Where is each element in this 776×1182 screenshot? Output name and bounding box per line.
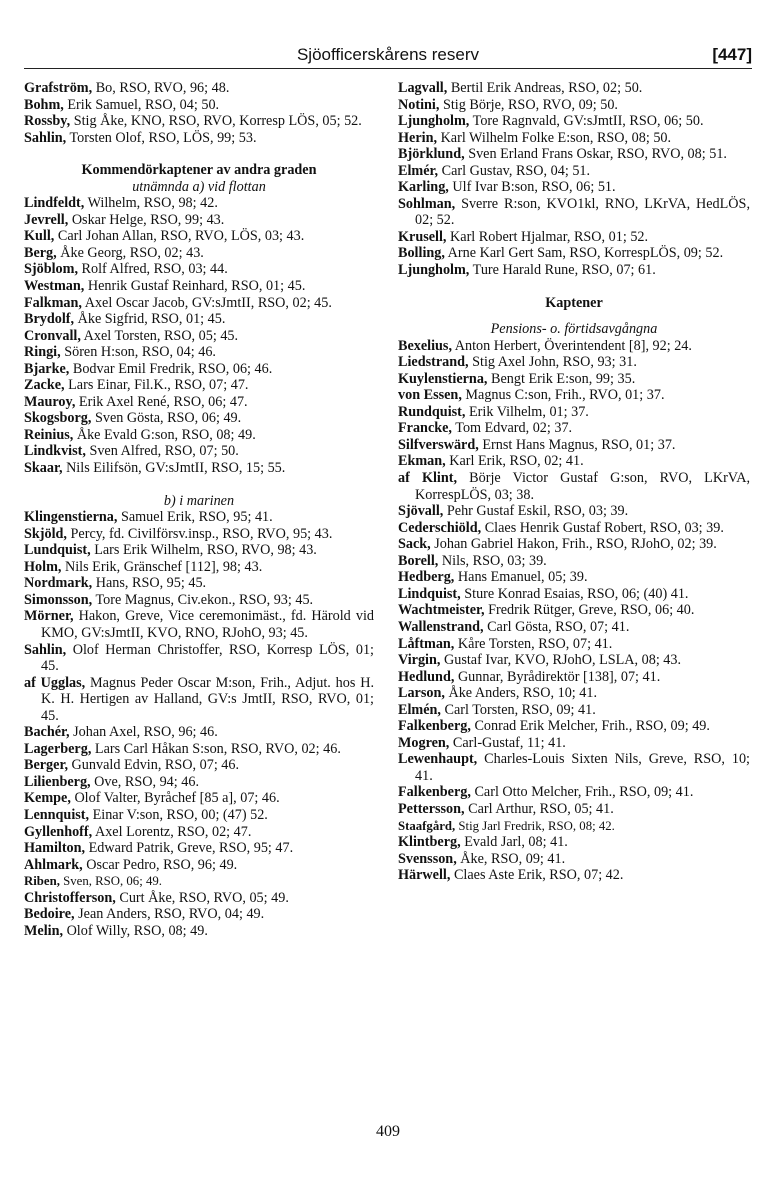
- entry-surname: Skjöld,: [24, 525, 67, 542]
- entry-surname: Herin,: [398, 129, 438, 146]
- entry-details: Charles-Louis Sixten Nils, Greve, RSO, 10; 41.: [415, 751, 750, 784]
- entry-surname: Virgin,: [398, 652, 441, 669]
- entry-surname: Reinius,: [24, 426, 74, 443]
- entry-surname: Pettersson,: [398, 800, 465, 817]
- entry-surname: Rossby,: [24, 113, 71, 130]
- entry-details: Stig Jarl Fredrik, RSO, 08; 42.: [455, 818, 615, 833]
- entry-details: Nils, RSO, 03; 39.: [438, 552, 547, 569]
- entry-surname: Bolling,: [398, 245, 445, 262]
- entry-details: Karl Wilhelm Folke E:son, RSO, 08; 50.: [437, 129, 672, 146]
- entry-surname: Bedoire,: [24, 906, 75, 923]
- entry-details: Åke Evald G:son, RSO, 08; 49.: [73, 426, 256, 443]
- entry-details: Carl Torsten, RSO, 09; 41.: [440, 701, 596, 718]
- entry-details: Evald Jarl, 08; 41.: [460, 834, 568, 851]
- roster-entry: [24, 890, 374, 907]
- page-number: 409: [376, 1123, 400, 1140]
- roster-entry: [398, 553, 750, 570]
- spacer: [398, 311, 750, 321]
- entry-details: Carl Johan Allan, RSO, RVO, LÖS, 03; 43.: [54, 228, 305, 245]
- roster-entry: [24, 443, 374, 460]
- entry-details: Johan Axel, RSO, 96; 46.: [69, 724, 218, 741]
- roster-entry: [24, 97, 374, 114]
- entry-surname: Kull,: [24, 228, 55, 245]
- entry-details: Sven, RSO, 06; 49.: [59, 874, 162, 889]
- entry-surname: Falkenberg,: [398, 718, 471, 735]
- entry-surname: Bachér,: [24, 724, 70, 741]
- roster-entry: [398, 354, 750, 371]
- entry-details: Nils Erik, Gränschef [112], 98; 43.: [61, 558, 263, 575]
- roster-entry: [398, 702, 750, 719]
- entry-details: Olof Herman Christoffer, RSO, Korresp LÖS, 01; 45.: [41, 641, 374, 675]
- entry-surname: Grafström,: [24, 80, 93, 96]
- roster-entry: [398, 130, 750, 147]
- entry-surname: Lewenhaupt,: [398, 751, 478, 768]
- roster-entry: [398, 652, 750, 669]
- entry-surname: af Klint,: [398, 470, 458, 487]
- entry-details: Claes Aste Erik, RSO, 07; 42.: [450, 867, 624, 884]
- entry-surname: Borell,: [398, 552, 439, 569]
- roster-entry: [24, 295, 374, 312]
- section-title: Kommendörkaptener av andra graden: [81, 162, 317, 179]
- entry-surname: Mogren,: [398, 734, 450, 751]
- roster-entry: [398, 569, 750, 586]
- entry-surname: Elmér,: [398, 162, 439, 179]
- entry-surname: Sahlin,: [24, 129, 67, 146]
- spacer: [24, 146, 374, 162]
- roster-entry: [24, 195, 374, 212]
- roster-entry: [398, 520, 750, 537]
- page-reference: [447]: [712, 45, 752, 64]
- entry-details: Tom Edvard, 02; 37.: [451, 420, 573, 437]
- roster-entry: [398, 437, 750, 454]
- entry-surname: Brydolf,: [24, 311, 75, 328]
- entry-surname: Krusell,: [398, 228, 447, 245]
- entry-details: Arne Karl Gert Sam, RSO, KorrespLÖS, 09; 52.: [444, 245, 724, 262]
- entry-details: Tore Ragnvald, GV:sJmtII, RSO, 06; 50.: [469, 113, 704, 130]
- entry-details: Bodvar Emil Fredrik, RSO, 06; 46.: [69, 360, 273, 377]
- entry-surname: Wachtmeister,: [398, 602, 485, 619]
- roster-entry: [24, 361, 374, 378]
- entry-details: Carl-Gustaf, 11; 41.: [449, 734, 566, 751]
- entry-surname: Christofferson,: [24, 889, 116, 906]
- entry-details: Åke Georg, RSO, 02; 43.: [56, 244, 204, 261]
- entry-surname: Sjövall,: [398, 503, 444, 520]
- entry-surname: Westman,: [24, 278, 85, 295]
- entry-details: Gustaf Ivar, KVO, RJohO, LSLA, 08; 43.: [440, 652, 682, 669]
- roster-entry: [24, 212, 374, 229]
- entry-surname: Berger,: [24, 757, 68, 774]
- roster-entry: [24, 311, 374, 328]
- entry-details: Hans, RSO, 95; 45.: [92, 575, 207, 592]
- entry-surname: Ljungholm,: [398, 113, 470, 130]
- entry-surname: Skaar,: [24, 460, 63, 477]
- roster-entry: [24, 460, 374, 477]
- roster-entry: [24, 245, 374, 262]
- entry-surname: Hamilton,: [24, 840, 86, 857]
- roster-entry: [398, 163, 750, 180]
- roster-entry: [398, 784, 750, 801]
- spacer: [398, 279, 750, 295]
- entry-surname: Notini,: [398, 96, 440, 113]
- entry-details: Tore Magnus, Civ.ekon., RSO, 93; 45.: [92, 591, 314, 608]
- entry-details: Sven Alfred, RSO, 07; 50.: [85, 443, 239, 460]
- roster-entry: [398, 834, 750, 851]
- left-column: [24, 80, 374, 939]
- entry-details: Torsten Olof, RSO, LÖS, 99; 53.: [66, 129, 257, 146]
- entry-surname: Holm,: [24, 558, 62, 575]
- entry-details: Johan Gabriel Hakon, Frih., RSO, RJohO, 02; 39.: [430, 536, 717, 553]
- roster-entry: [398, 586, 750, 603]
- entry-details: Edward Patrik, Greve, RSO, 95; 47.: [85, 840, 294, 857]
- entry-surname: Rundquist,: [398, 403, 466, 420]
- entry-details: Åke, RSO, 09; 41.: [456, 850, 566, 867]
- roster-entry: [24, 608, 374, 641]
- entry-surname: Lilienberg,: [24, 773, 91, 790]
- entry-details: Stig Åke, KNO, RSO, RVO, Korresp LÖS, 05; 52.: [70, 113, 362, 130]
- entry-details: Rolf Alfred, RSO, 03; 44.: [78, 261, 228, 278]
- entry-surname: Ahlmark,: [24, 856, 83, 873]
- entry-details: Samuel Erik, RSO, 95; 41.: [117, 509, 273, 526]
- section-title: Kaptener: [545, 294, 603, 311]
- entry-details: Ture Harald Rune, RSO, 07; 61.: [469, 262, 656, 279]
- entry-details: Stig Börje, RSO, RVO, 09; 50.: [439, 96, 618, 113]
- entry-details: Conrad Erik Melcher, Frih., RSO, 09; 49.: [470, 718, 710, 735]
- section-subtitle: utnämnda a) vid flottan: [132, 178, 266, 195]
- roster-entry: [398, 371, 750, 388]
- entry-details: Bo, RSO, RVO, 96; 48.: [92, 80, 230, 96]
- roster-entry: [24, 857, 374, 874]
- entry-surname: Falkenberg,: [398, 784, 471, 801]
- entry-surname: Klingenstierna,: [24, 509, 118, 526]
- entry-surname: Melin,: [24, 922, 64, 939]
- entry-details: Nils Eilifsön, GV:sJmtII, RSO, 15; 55.: [62, 460, 286, 477]
- roster-entry: [398, 685, 750, 702]
- entry-details: Sverre R:son, KVO1kl, RNO, LKrVA, HedLÖS, 02; 52.: [415, 195, 750, 229]
- entry-surname: Jevrell,: [24, 211, 69, 228]
- entry-details: Percy, fd. Civilförsv.insp., RSO, RVO, 95; 43.: [66, 525, 333, 542]
- roster-entry: [24, 328, 374, 345]
- entry-surname: Lennquist,: [24, 806, 90, 823]
- roster-entry: [24, 344, 374, 361]
- entry-surname: Lindquist,: [398, 585, 461, 602]
- entry-details: Lars Carl Håkan S:son, RSO, RVO, 02; 46.: [91, 740, 341, 757]
- roster-entry: [24, 790, 374, 807]
- entry-surname: Sohlman,: [398, 195, 456, 212]
- entry-surname: Liedstrand,: [398, 354, 469, 371]
- entry-details: Åke Anders, RSO, 10; 41.: [444, 685, 598, 702]
- entry-details: Carl Gustav, RSO, 04; 51.: [438, 162, 591, 179]
- entry-details: Wilhelm, RSO, 98; 42.: [84, 195, 218, 212]
- entry-details: Lars Erik Wilhelm, RSO, RVO, 98; 43.: [90, 542, 317, 559]
- entry-surname: Lindkvist,: [24, 443, 86, 460]
- section-subtitle: b) i marinen: [163, 492, 235, 509]
- entry-surname: Lagvall,: [398, 80, 448, 96]
- roster-entry: [398, 387, 750, 404]
- right-column: [398, 80, 750, 884]
- roster-entry: [398, 338, 750, 355]
- entry-surname: Skogsborg,: [24, 410, 92, 427]
- entry-details: Einar V:son, RSO, 00; (47) 52.: [89, 806, 268, 823]
- roster-entry: [398, 669, 750, 686]
- roster-entry: [24, 807, 374, 824]
- entry-surname: Bjarke,: [24, 360, 70, 377]
- roster-entry: [398, 619, 750, 636]
- entry-details: Lars Einar, Fil.K., RSO, 07; 47.: [64, 377, 249, 394]
- entry-surname: Sack,: [398, 536, 431, 553]
- roster-entry: [24, 757, 374, 774]
- entry-details: Karl Erik, RSO, 02; 41.: [445, 453, 584, 470]
- entry-details: Olof Valter, Byråchef [85 a], 07; 46.: [70, 790, 280, 807]
- entry-surname: Ringi,: [24, 344, 61, 361]
- entry-surname: Härwell,: [398, 867, 451, 884]
- entry-details: Sven Erland Frans Oskar, RSO, RVO, 08; 51.: [464, 146, 727, 163]
- roster-entry: [398, 97, 750, 114]
- roster-entry: [398, 851, 750, 868]
- entry-details: Anton Herbert, Överintendent [8], 92; 24.: [452, 337, 692, 354]
- entry-surname: Berg,: [24, 244, 57, 261]
- entry-surname: Lagerberg,: [24, 740, 92, 757]
- roster-entry: [24, 774, 374, 791]
- entry-surname: Larson,: [398, 685, 445, 702]
- roster-entry: [24, 130, 374, 147]
- entry-surname: Mörner,: [24, 608, 74, 625]
- roster-entry: [398, 751, 750, 784]
- entry-surname: von Essen,: [398, 387, 462, 404]
- entry-surname: Björklund,: [398, 146, 465, 163]
- entry-details: Jean Anders, RSO, RVO, 04; 49.: [74, 906, 265, 923]
- roster-entry: [24, 923, 374, 940]
- entry-surname: Låftman,: [398, 635, 455, 652]
- roster-entry: [398, 718, 750, 735]
- roster-entry: [398, 245, 750, 262]
- roster-entry: [398, 536, 750, 553]
- roster-entry: [398, 470, 750, 503]
- roster-entry: [24, 675, 374, 725]
- roster-entry: [24, 873, 374, 890]
- entry-details: Carl Arthur, RSO, 05; 41.: [464, 800, 614, 817]
- roster-entry: [24, 542, 374, 559]
- roster-entry: [24, 394, 374, 411]
- roster-entry: [24, 410, 374, 427]
- entry-surname: Bexelius,: [398, 337, 452, 354]
- roster-entry: [24, 575, 374, 592]
- entry-surname: Sahlin,: [24, 641, 67, 658]
- roster-entry: [24, 427, 374, 444]
- entry-details: Sture Konrad Esaias, RSO, 06; (40) 41.: [460, 585, 689, 602]
- entry-surname: Sjöblom,: [24, 261, 78, 278]
- roster-entry: [398, 80, 750, 97]
- entry-surname: Staafgård,: [398, 818, 456, 833]
- roster-entry: [398, 735, 750, 752]
- entry-details: Gunvald Edvin, RSO, 07; 46.: [68, 757, 240, 774]
- entry-details: Oscar Pedro, RSO, 96; 49.: [82, 856, 238, 873]
- roster-entry: [398, 420, 750, 437]
- entry-details: Magnus C:son, Frih., RVO, 01; 37.: [461, 387, 665, 404]
- roster-entry: [24, 840, 374, 857]
- entry-details: Gunnar, Byrådirektör [138], 07; 41.: [454, 668, 661, 685]
- roster-entry: [398, 179, 750, 196]
- roster-entry: [24, 278, 374, 295]
- entry-surname: Gyllenhoff,: [24, 823, 93, 840]
- entry-surname: Mauroy,: [24, 393, 76, 410]
- entry-surname: Falkman,: [24, 294, 82, 311]
- entry-details: Carl Gösta, RSO, 07; 41.: [483, 618, 630, 635]
- entry-details: Stig Axel John, RSO, 93; 31.: [468, 354, 637, 371]
- roster-entry: [398, 262, 750, 279]
- entry-surname: Nordmark,: [24, 575, 93, 592]
- entry-details: Sören H:son, RSO, 04; 46.: [60, 344, 216, 361]
- entry-surname: Lundquist,: [24, 542, 91, 559]
- roster-entry: [24, 592, 374, 609]
- roster-entry: [398, 113, 750, 130]
- entry-surname: Silfverswärd,: [398, 436, 479, 453]
- entry-details: Carl Otto Melcher, Frih., RSO, 09; 41.: [470, 784, 694, 801]
- running-title: Sjöofficerskårens reserv: [296, 45, 480, 64]
- entry-details: Axel Oscar Jacob, GV:sJmtII, RSO, 02; 45.: [81, 294, 332, 311]
- entry-surname: Kuylenstierna,: [398, 370, 488, 387]
- entry-details: Axel Torsten, RSO, 05; 45.: [80, 327, 239, 344]
- roster-entry: [24, 526, 374, 543]
- entry-surname: Hedberg,: [398, 569, 455, 586]
- entry-details: Olof Willy, RSO, 08; 49.: [63, 922, 208, 939]
- entry-details: Ernst Hans Magnus, RSO, 01; 37.: [478, 436, 676, 453]
- entry-surname: Kempe,: [24, 790, 71, 807]
- entry-details: Axel Lorentz, RSO, 02; 47.: [92, 823, 252, 840]
- entry-surname: Hedlund,: [398, 668, 455, 685]
- entry-surname: af Ugglas,: [24, 674, 86, 691]
- roster-entry: [24, 741, 374, 758]
- entry-details: Åke Sigfrid, RSO, 01; 45.: [74, 311, 226, 328]
- roster-entry: [398, 503, 750, 520]
- entry-surname: Wallenstrand,: [398, 618, 484, 635]
- entry-surname: Klintberg,: [398, 834, 461, 851]
- entry-details: Karl Robert Hjalmar, RSO, 01; 52.: [446, 228, 649, 245]
- roster-entry: [24, 559, 374, 576]
- entry-details: Bengt Erik E:son, 99; 35.: [487, 370, 636, 387]
- entry-details: Bertil Erik Andreas, RSO, 02; 50.: [447, 80, 643, 96]
- entry-surname: Cederschiöld,: [398, 519, 482, 536]
- roster-entry: [398, 636, 750, 653]
- section-subtitle: Pensions- o. förtidsavgångna: [490, 321, 658, 338]
- roster-entry: [24, 80, 374, 97]
- roster-entry: [24, 642, 374, 675]
- entry-surname: Francke,: [398, 420, 452, 437]
- roster-entry: [398, 146, 750, 163]
- entry-details: Börje Victor Gustaf G:son, RVO, LKrVA, KorrespLÖS, 03; 38.: [415, 470, 750, 503]
- entry-details: Claes Henrik Gustaf Robert, RSO, 03; 39.: [481, 519, 724, 536]
- entry-details: Hakon, Greve, Vice ceremonimäst., fd. Härold vid KMO, GV:sJmtII, KVO, RNO, RJohO, 93; 45.: [41, 608, 374, 641]
- entry-details: Henrik Gustaf Reinhard, RSO, 01; 45.: [84, 278, 306, 295]
- roster-entry: [398, 196, 750, 229]
- entry-surname: Bohm,: [24, 96, 64, 113]
- entry-details: Kåre Torsten, RSO, 07; 41.: [454, 635, 613, 652]
- entry-details: Curt Åke, RSO, RVO, 05; 49.: [115, 889, 289, 906]
- spacer: [24, 477, 374, 493]
- entry-surname: Ekman,: [398, 453, 446, 470]
- roster-entry: [398, 867, 750, 884]
- entry-details: Fredrik Rütger, Greve, RSO, 06; 40.: [484, 602, 695, 619]
- roster-entry: [24, 824, 374, 841]
- entry-details: Erik Axel René, RSO, 06; 47.: [75, 393, 248, 410]
- roster-entry: [24, 261, 374, 278]
- entry-surname: Ljungholm,: [398, 262, 470, 279]
- entry-surname: Lindfeldt,: [24, 195, 85, 212]
- roster-entry: [398, 818, 750, 835]
- entry-details: Oskar Helge, RSO, 99; 43.: [68, 211, 225, 228]
- entry-surname: Cronvall,: [24, 327, 81, 344]
- roster-entry: [24, 228, 374, 245]
- roster-entry: [398, 453, 750, 470]
- roster-entry: [24, 724, 374, 741]
- roster-entry: [398, 801, 750, 818]
- entry-surname: Svensson,: [398, 850, 457, 867]
- entry-details: Erik Vilhelm, 01; 37.: [465, 403, 589, 420]
- entry-surname: Zacke,: [24, 377, 65, 394]
- roster-entry: [398, 404, 750, 421]
- entry-details: Ulf Ivar B:son, RSO, 06; 51.: [448, 179, 616, 196]
- entry-surname: Elmén,: [398, 701, 441, 718]
- entry-details: Ove, RSO, 94; 46.: [90, 773, 199, 790]
- entry-details: Sven Gösta, RSO, 06; 49.: [91, 410, 242, 427]
- roster-entry: [24, 509, 374, 526]
- entry-details: Hans Emanuel, 05; 39.: [454, 569, 588, 586]
- roster-entry: [24, 377, 374, 394]
- roster-entry: [398, 229, 750, 246]
- entry-surname: Simonsson,: [24, 591, 93, 608]
- roster-entry: [24, 906, 374, 923]
- roster-entry: [398, 602, 750, 619]
- entry-details: Magnus Peder Oscar M:son, Frih., Adjut. hos H. K. H. Hertigen av Halland, GV:s JmtII, RSO, RVO, 01; 45.: [41, 674, 374, 724]
- entry-details: Pehr Gustaf Eskil, RSO, 03; 39.: [443, 503, 629, 520]
- roster-entry: [24, 113, 374, 130]
- entry-surname: Riben,: [24, 874, 60, 889]
- entry-surname: Karling,: [398, 179, 449, 196]
- entry-details: Erik Samuel, RSO, 04; 50.: [63, 96, 220, 113]
- page-header: [24, 44, 752, 69]
